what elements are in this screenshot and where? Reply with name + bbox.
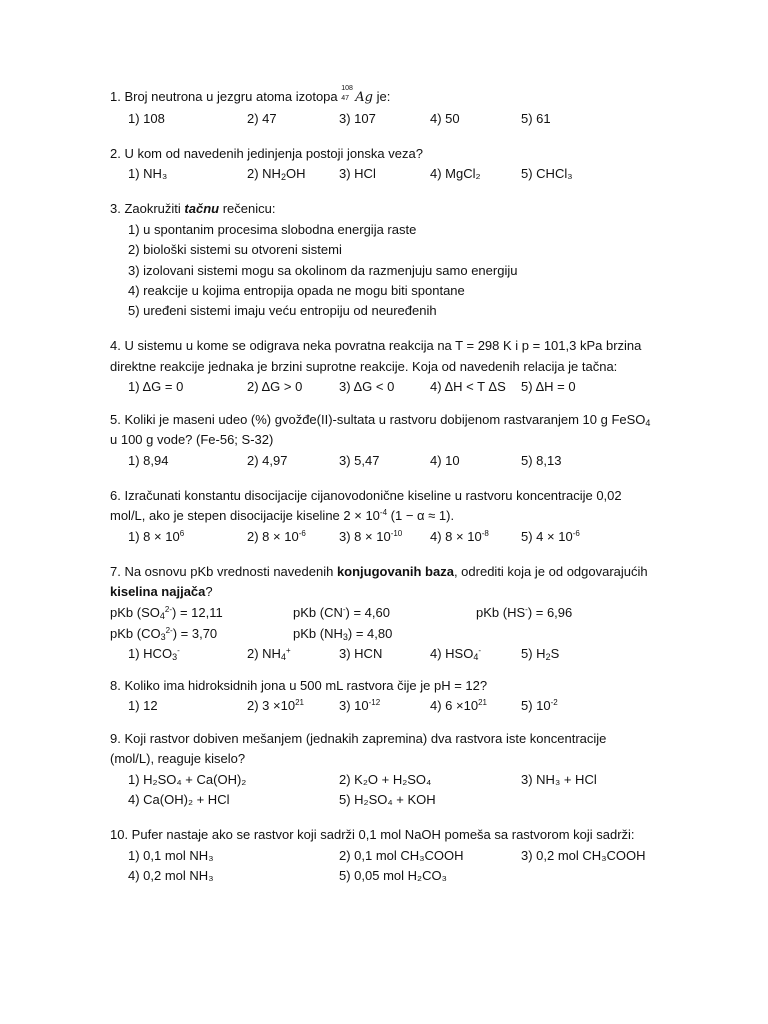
q10-option-5: 5) 0,05 mol H₂CO₃ bbox=[339, 868, 447, 883]
q6-option-4 bbox=[430, 529, 489, 544]
question-9-line-1: 9. Koji rastvor dobiven mešanjem (jednakih zapremina) dva rastvora iste koncentracije bbox=[110, 731, 607, 746]
pkb-hs-charge: - bbox=[525, 605, 528, 614]
question-4-line-2: direktne reakcije jednaka je brzini suprotne reakcije. Koja od navedenih relacija je tačna: bbox=[110, 359, 618, 374]
q6-line-2-rest: (1 − α ≈ 1). bbox=[387, 508, 455, 523]
q10-option-3: 3) 0,2 mol CH₃COOH bbox=[521, 848, 646, 863]
q7-option-2-sub: 4 bbox=[280, 652, 286, 662]
q8-option-5 bbox=[521, 698, 558, 713]
question-6-line-1: 6. Izračunati konstantu disocijacije cijanovodonične kiseline u rastvoru koncentracije 0,02 bbox=[110, 488, 622, 503]
q9-option-1: 1) H₂SO₄ + Ca(OH)₂ bbox=[128, 772, 247, 787]
q9-option-2: 2) K₂O + H₂SO₄ bbox=[339, 772, 432, 787]
q3-option-5: 5) uređeni sistemi imaju veću entropiju od neuređenih bbox=[128, 303, 437, 318]
q6-option-4-base: 4) 8 × 10 bbox=[430, 529, 482, 544]
pkb-so4 bbox=[110, 605, 223, 620]
q6-option-2-base: 2) 8 × 10 bbox=[247, 529, 299, 544]
q5-option-1: 1) 8,94 bbox=[128, 453, 169, 468]
q7-option-1 bbox=[128, 646, 180, 661]
question-1-text bbox=[110, 85, 391, 105]
q2-option-1: 1) NH₃ bbox=[128, 166, 168, 181]
pkb-hs bbox=[476, 605, 572, 620]
q1-option-5: 5) 61 bbox=[521, 111, 551, 126]
q3-option-1: 1) u spontanim procesima slobodna energija raste bbox=[128, 222, 417, 237]
pkb-nh3-base: pKb (NH bbox=[293, 626, 343, 641]
q6-option-4-exp: -8 bbox=[481, 529, 489, 538]
q5-line-1-sub: 4 bbox=[645, 418, 651, 428]
question-9-line-2: (mol/L), reaguje kiselo? bbox=[110, 751, 246, 766]
question-2-text: 2. U kom od navedenih jedinjenja postoji jonska veza? bbox=[110, 146, 423, 161]
question-7-line-2 bbox=[110, 584, 213, 599]
q7-option-1-sub: 3 bbox=[172, 652, 178, 662]
q9-option-5: 5) H₂SO₄ + KOH bbox=[339, 792, 436, 807]
q6-option-5-base: 5) 4 × 10 bbox=[521, 529, 573, 544]
q6-option-5 bbox=[521, 529, 580, 544]
q3-option-4: 4) reakcije u kojima entropija opada ne mogu biti spontane bbox=[128, 283, 465, 298]
pkb-cn-base: pKb (CN bbox=[293, 605, 343, 620]
q7-option-5 bbox=[521, 646, 559, 661]
question-5-line-2: u 100 g vode? (Fe-56; S-32) bbox=[110, 432, 274, 447]
q8-option-4 bbox=[430, 698, 487, 713]
q10-option-4: 4) 0,2 mol NH₃ bbox=[128, 868, 214, 883]
question-7-line-1 bbox=[110, 564, 648, 579]
q2-option-5: 5) CHCl₃ bbox=[521, 166, 573, 181]
pkb-cn bbox=[293, 605, 390, 620]
q7-option-3: 3) HCN bbox=[339, 646, 383, 661]
q8-option-3 bbox=[339, 698, 380, 713]
q8-option-3-base: 3) 10 bbox=[339, 698, 369, 713]
q7-option-5-sub: 2 bbox=[545, 652, 551, 662]
q7-line-1-rest: , odrediti koja je od odgovarajućih bbox=[453, 564, 648, 579]
pkb-cn-charge: - bbox=[342, 605, 346, 614]
q2-option-3: 3) HCl bbox=[339, 166, 376, 181]
q5-option-3: 3) 5,47 bbox=[339, 453, 380, 468]
q6-option-2 bbox=[247, 529, 306, 544]
q3-suffix: rečenicu: bbox=[219, 201, 276, 216]
q6-option-3-base: 3) 8 × 10 bbox=[339, 529, 391, 544]
q6-line-2-exp: -4 bbox=[379, 508, 388, 517]
q7-option-4 bbox=[430, 646, 481, 661]
q9-option-3: 3) NH₃ + HCl bbox=[521, 772, 597, 787]
q9-option-4: 4) Ca(OH)₂ + HCl bbox=[128, 792, 230, 807]
pkb-nh3 bbox=[293, 626, 392, 641]
pkb-co3-charge: 2- bbox=[165, 626, 173, 635]
q4-option-1: 1) ΔG = 0 bbox=[128, 379, 184, 394]
q1-option-2: 2) 47 bbox=[247, 111, 277, 126]
question-5-line-1 bbox=[110, 412, 650, 427]
question-6-line-2 bbox=[110, 508, 454, 523]
q7-option-2-charge: + bbox=[285, 646, 291, 655]
q5-line-1-text: 5. Koliki je maseni udeo (%) gvožđe(II)-sultata u rastvoru dobijenom rastvaranjem 10 g FeSO bbox=[110, 412, 646, 427]
q7-option-4-base: 4) HSO bbox=[430, 646, 474, 661]
q4-option-3: 3) ΔG < 0 bbox=[339, 379, 395, 394]
q10-option-1: 1) 0,1 mol NH₃ bbox=[128, 848, 214, 863]
q3-option-3: 3) izolovani sistemi mogu sa okolinom da razmenjuju samo energiju bbox=[128, 263, 518, 278]
q6-line-2-text: mol/L, ako je stepen disocijacije kiseline 2 × 10 bbox=[110, 508, 380, 523]
q7-option-5-base: 5) H bbox=[521, 646, 546, 661]
pkb-hs-value: ) = 6,96 bbox=[527, 605, 573, 620]
question-8-text: 8. Koliko ima hidroksidnih jona u 500 mL rastvora čije je pH = 12? bbox=[110, 678, 488, 693]
q7-option-1-base: 1) HCO bbox=[128, 646, 173, 661]
pkb-so4-value: ) = 12,11 bbox=[172, 605, 223, 620]
q6-option-3 bbox=[339, 529, 402, 544]
q1-suffix: je: bbox=[372, 89, 391, 104]
q8-option-2-exp: 21 bbox=[295, 698, 304, 707]
q8-option-2-base: 2) 3 ×10 bbox=[247, 698, 296, 713]
q8-option-1 bbox=[128, 698, 158, 713]
q8-option-4-exp: 21 bbox=[478, 698, 487, 707]
q6-option-1-exp: 6 bbox=[179, 529, 185, 538]
q2-option-2 bbox=[247, 166, 305, 181]
q4-option-5: 5) ΔH = 0 bbox=[521, 379, 576, 394]
q7-option-2 bbox=[247, 646, 291, 661]
q4-option-4: 4) ΔH < T ΔS bbox=[430, 379, 506, 394]
q7-line-2-bold: kiselina najjača bbox=[110, 584, 206, 599]
q7-line-1-text: 7. Na osnovu pKb vrednosti navedenih bbox=[110, 564, 337, 579]
question-3-text bbox=[110, 201, 275, 216]
q5-option-5: 5) 8,13 bbox=[521, 453, 562, 468]
element-symbol: Ag bbox=[355, 90, 373, 105]
q8-option-5-exp: -2 bbox=[550, 698, 558, 707]
atomic-number: 47 bbox=[341, 95, 350, 102]
q5-option-4: 4) 10 bbox=[430, 453, 460, 468]
pkb-so4-charge: 2- bbox=[164, 605, 172, 614]
pkb-co3-sub: 3 bbox=[160, 632, 166, 642]
q2-option-2-sub: 2 bbox=[280, 172, 286, 182]
q5-option-2: 2) 4,97 bbox=[247, 453, 288, 468]
pkb-nh3-value: ) = 4,80 bbox=[347, 626, 393, 641]
q6-option-1-base: 1) 8 × 10 bbox=[128, 529, 180, 544]
pkb-co3 bbox=[110, 626, 217, 641]
q7-option-2-base: 2) NH bbox=[247, 646, 281, 661]
q3-option-2: 2) biološki sistemi su otvoreni sistemi bbox=[128, 242, 342, 257]
pkb-so4-base: pKb (SO bbox=[110, 605, 160, 620]
q7-line-2-rest: ? bbox=[205, 584, 213, 599]
isotope-notation bbox=[341, 85, 355, 103]
q7-option-1-charge: - bbox=[177, 646, 180, 655]
question-4-line-1: 4. U sistemu u kome se odigrava neka povratna reakcija na T = 298 K i p = 101,3 kPa brzina bbox=[110, 338, 642, 353]
q7-line-1-bold: konjugovanih baza bbox=[336, 564, 454, 579]
q3-prefix: 3. Zaokružiti bbox=[110, 201, 185, 216]
q1-option-4: 4) 50 bbox=[430, 111, 460, 126]
q8-option-3-exp: -12 bbox=[368, 698, 381, 707]
q7-option-4-sub: 4 bbox=[473, 652, 479, 662]
q8-option-1-base: 1) 12 bbox=[128, 698, 158, 713]
q3-emphasis: tačnu bbox=[184, 201, 220, 216]
q7-option-5-rest: S bbox=[550, 646, 560, 661]
q4-option-2: 2) ΔG > 0 bbox=[247, 379, 303, 394]
q1-option-1: 1) 108 bbox=[128, 111, 165, 126]
q6-option-3-exp: -10 bbox=[390, 529, 403, 538]
pkb-cn-value: ) = 4,60 bbox=[345, 605, 390, 620]
question-10-text: 10. Pufer nastaje ako se rastvor koji sadrži 0,1 mol NaOH pomeša sa rastvorom koji sadrži: bbox=[110, 827, 635, 842]
q1-prefix: 1. Broj neutrona u jezgru atoma izotopa bbox=[110, 89, 342, 104]
pkb-co3-value: ) = 3,70 bbox=[172, 626, 218, 641]
q6-option-2-exp: -6 bbox=[298, 529, 306, 538]
mass-number: 108 bbox=[341, 85, 353, 92]
q8-option-4-base: 4) 6 ×10 bbox=[430, 698, 479, 713]
q2-option-4: 4) MgCl₂ bbox=[430, 166, 481, 181]
q8-option-5-base: 5) 10 bbox=[521, 698, 551, 713]
q8-option-2 bbox=[247, 698, 304, 713]
q6-option-5-exp: -6 bbox=[572, 529, 580, 538]
pkb-co3-base: pKb (CO bbox=[110, 626, 161, 641]
q10-option-2: 2) 0,1 mol CH₃COOH bbox=[339, 848, 464, 863]
q2-option-2-base: 2) NH bbox=[247, 166, 281, 181]
pkb-nh3-sub: 3 bbox=[342, 632, 348, 642]
pkb-so4-sub: 4 bbox=[159, 611, 165, 621]
pkb-hs-base: pKb (HS bbox=[476, 605, 526, 620]
q2-option-2-rest: OH bbox=[285, 166, 306, 181]
q1-option-3: 3) 107 bbox=[339, 111, 376, 126]
q7-option-4-charge: - bbox=[478, 646, 482, 655]
q6-option-1 bbox=[128, 529, 184, 544]
